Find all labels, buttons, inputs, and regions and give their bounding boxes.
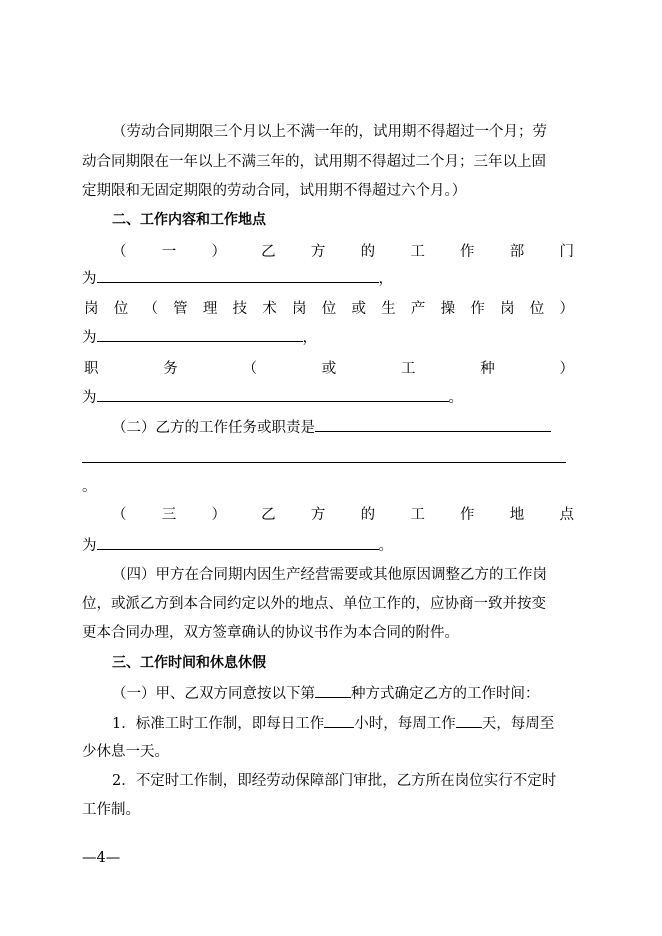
post-char: 管: [173, 301, 188, 317]
post-prefix: 为: [82, 330, 97, 346]
place-suffix: 。: [378, 538, 393, 554]
dept-char: 工: [410, 244, 425, 260]
place-char: 方: [310, 507, 326, 523]
dept-char: ）: [211, 244, 226, 260]
probation-line-2: 动合同期限在一年以上不满三年的，试用期不得超过二个月；三年以上固: [82, 154, 546, 170]
duty-fill-row: [82, 387, 574, 408]
std-row: [112, 713, 574, 734]
place-char: 乙: [261, 507, 276, 523]
std-text-c: 天，每周至: [481, 716, 555, 732]
dept-char: 乙: [261, 244, 276, 260]
dept-char: 作: [460, 244, 475, 260]
post-char: 岗: [500, 301, 515, 317]
duty-suffix: 。: [448, 390, 463, 406]
place-char: 地: [509, 507, 525, 523]
task-label: （二）乙方的工作任务或职责是: [112, 420, 315, 436]
place-label-row: [112, 505, 574, 525]
nonfixed-line-2: 工作制。: [82, 802, 140, 818]
post-blank[interactable]: [97, 327, 303, 342]
task-end: 。: [82, 479, 97, 495]
duty-char: 或: [321, 361, 337, 377]
place-char: 三: [161, 507, 177, 523]
section-3-heading: 三、工作时间和休息休假: [112, 655, 266, 671]
post-char: 岗: [292, 301, 307, 317]
adjust-line-2: 位，或派乙方到本合同约定以外的地点、单位工作的，应协商一致并按变: [82, 596, 546, 612]
post-char: 操: [440, 301, 456, 317]
adjust-line-1: （四）甲方在合同期内因生产经营需要或其他原因调整乙方的工作岗: [112, 567, 547, 583]
post-char: （: [143, 301, 158, 317]
agree-text-a: （一）甲、乙双方同意按以下第: [112, 686, 315, 702]
post-char: 技: [232, 301, 248, 317]
duty-char: 工: [401, 361, 416, 377]
place-fill-row: [82, 535, 574, 556]
agree-row: [112, 683, 574, 704]
probation-line-1: （劳动合同期限三个月以上不满一年的，试用期不得超过一个月；劳: [112, 124, 547, 140]
dept-char: 部: [509, 244, 525, 260]
post-char: 位: [113, 301, 129, 317]
post-char: 术: [262, 301, 277, 317]
place-char: 工: [410, 507, 425, 523]
task-blank-2[interactable]: [82, 462, 566, 463]
dept-prefix: 为: [82, 271, 97, 287]
post-char: 理: [202, 301, 218, 317]
post-char: 作: [470, 301, 485, 317]
place-char: 作: [460, 507, 475, 523]
std-text-a: 1．标准工时工作制，即每日工作: [112, 716, 325, 732]
place-prefix: 为: [82, 538, 97, 554]
duty-label-row: [84, 359, 574, 379]
task-row: [112, 417, 574, 438]
duty-char: 务: [163, 361, 178, 377]
dept-char: 一: [161, 244, 177, 260]
place-char: 的: [360, 507, 376, 523]
dept-char: 方: [310, 244, 326, 260]
adjust-line-3: 更本合同办理，双方签章确认的协议书作为本合同的附件。: [82, 625, 459, 641]
post-char: 位: [321, 301, 337, 317]
dept-suffix: ，: [378, 271, 393, 287]
post-fill-row: [82, 327, 574, 348]
mode-blank[interactable]: [315, 683, 351, 698]
std-text-b: 小时，每周工作: [354, 716, 456, 732]
post-char: 位: [529, 301, 545, 317]
duty-blank[interactable]: [97, 387, 449, 402]
place-char: 点: [559, 507, 574, 523]
agree-text-b: 种方式确定乙方的工作时间：: [351, 686, 540, 702]
dept-char: 门: [559, 244, 574, 260]
nonfixed-line-1: 2．不定时工作制，即经劳动保障部门审批，乙方所在岗位实行不定时: [112, 773, 557, 789]
dept-char: 的: [360, 244, 376, 260]
daily-hours-blank[interactable]: [324, 713, 354, 728]
dept-label-row: [112, 242, 574, 262]
std-line-2: 少休息一天。: [82, 744, 169, 760]
duty-char: 职: [84, 361, 99, 377]
dept-fill-row: [82, 268, 574, 289]
task-blank-1[interactable]: [315, 417, 551, 432]
post-suffix: ，: [302, 330, 317, 346]
post-char: 或: [351, 301, 366, 317]
probation-line-3: 定期限和无固定期限的劳动合同，试用期不得超过六个月。）: [82, 183, 467, 199]
duty-char: 种: [480, 361, 495, 377]
weekly-days-blank[interactable]: [456, 713, 482, 728]
duty-prefix: 为: [82, 390, 97, 406]
place-blank[interactable]: [97, 535, 379, 550]
page-number: —4—: [82, 850, 121, 866]
dept-blank[interactable]: [97, 268, 379, 283]
place-char: ）: [211, 507, 226, 523]
place-char: （: [112, 507, 127, 523]
section-2-heading: 二、工作内容和工作地点: [112, 212, 266, 228]
post-char: ）: [559, 301, 574, 317]
duty-char: ）: [559, 361, 574, 377]
post-label-row: [84, 299, 574, 319]
post-char: 产: [410, 301, 426, 317]
post-char: 岗: [84, 301, 99, 317]
duty-char: （: [242, 361, 257, 377]
post-char: 生: [381, 301, 396, 317]
dept-char: （: [112, 244, 127, 260]
